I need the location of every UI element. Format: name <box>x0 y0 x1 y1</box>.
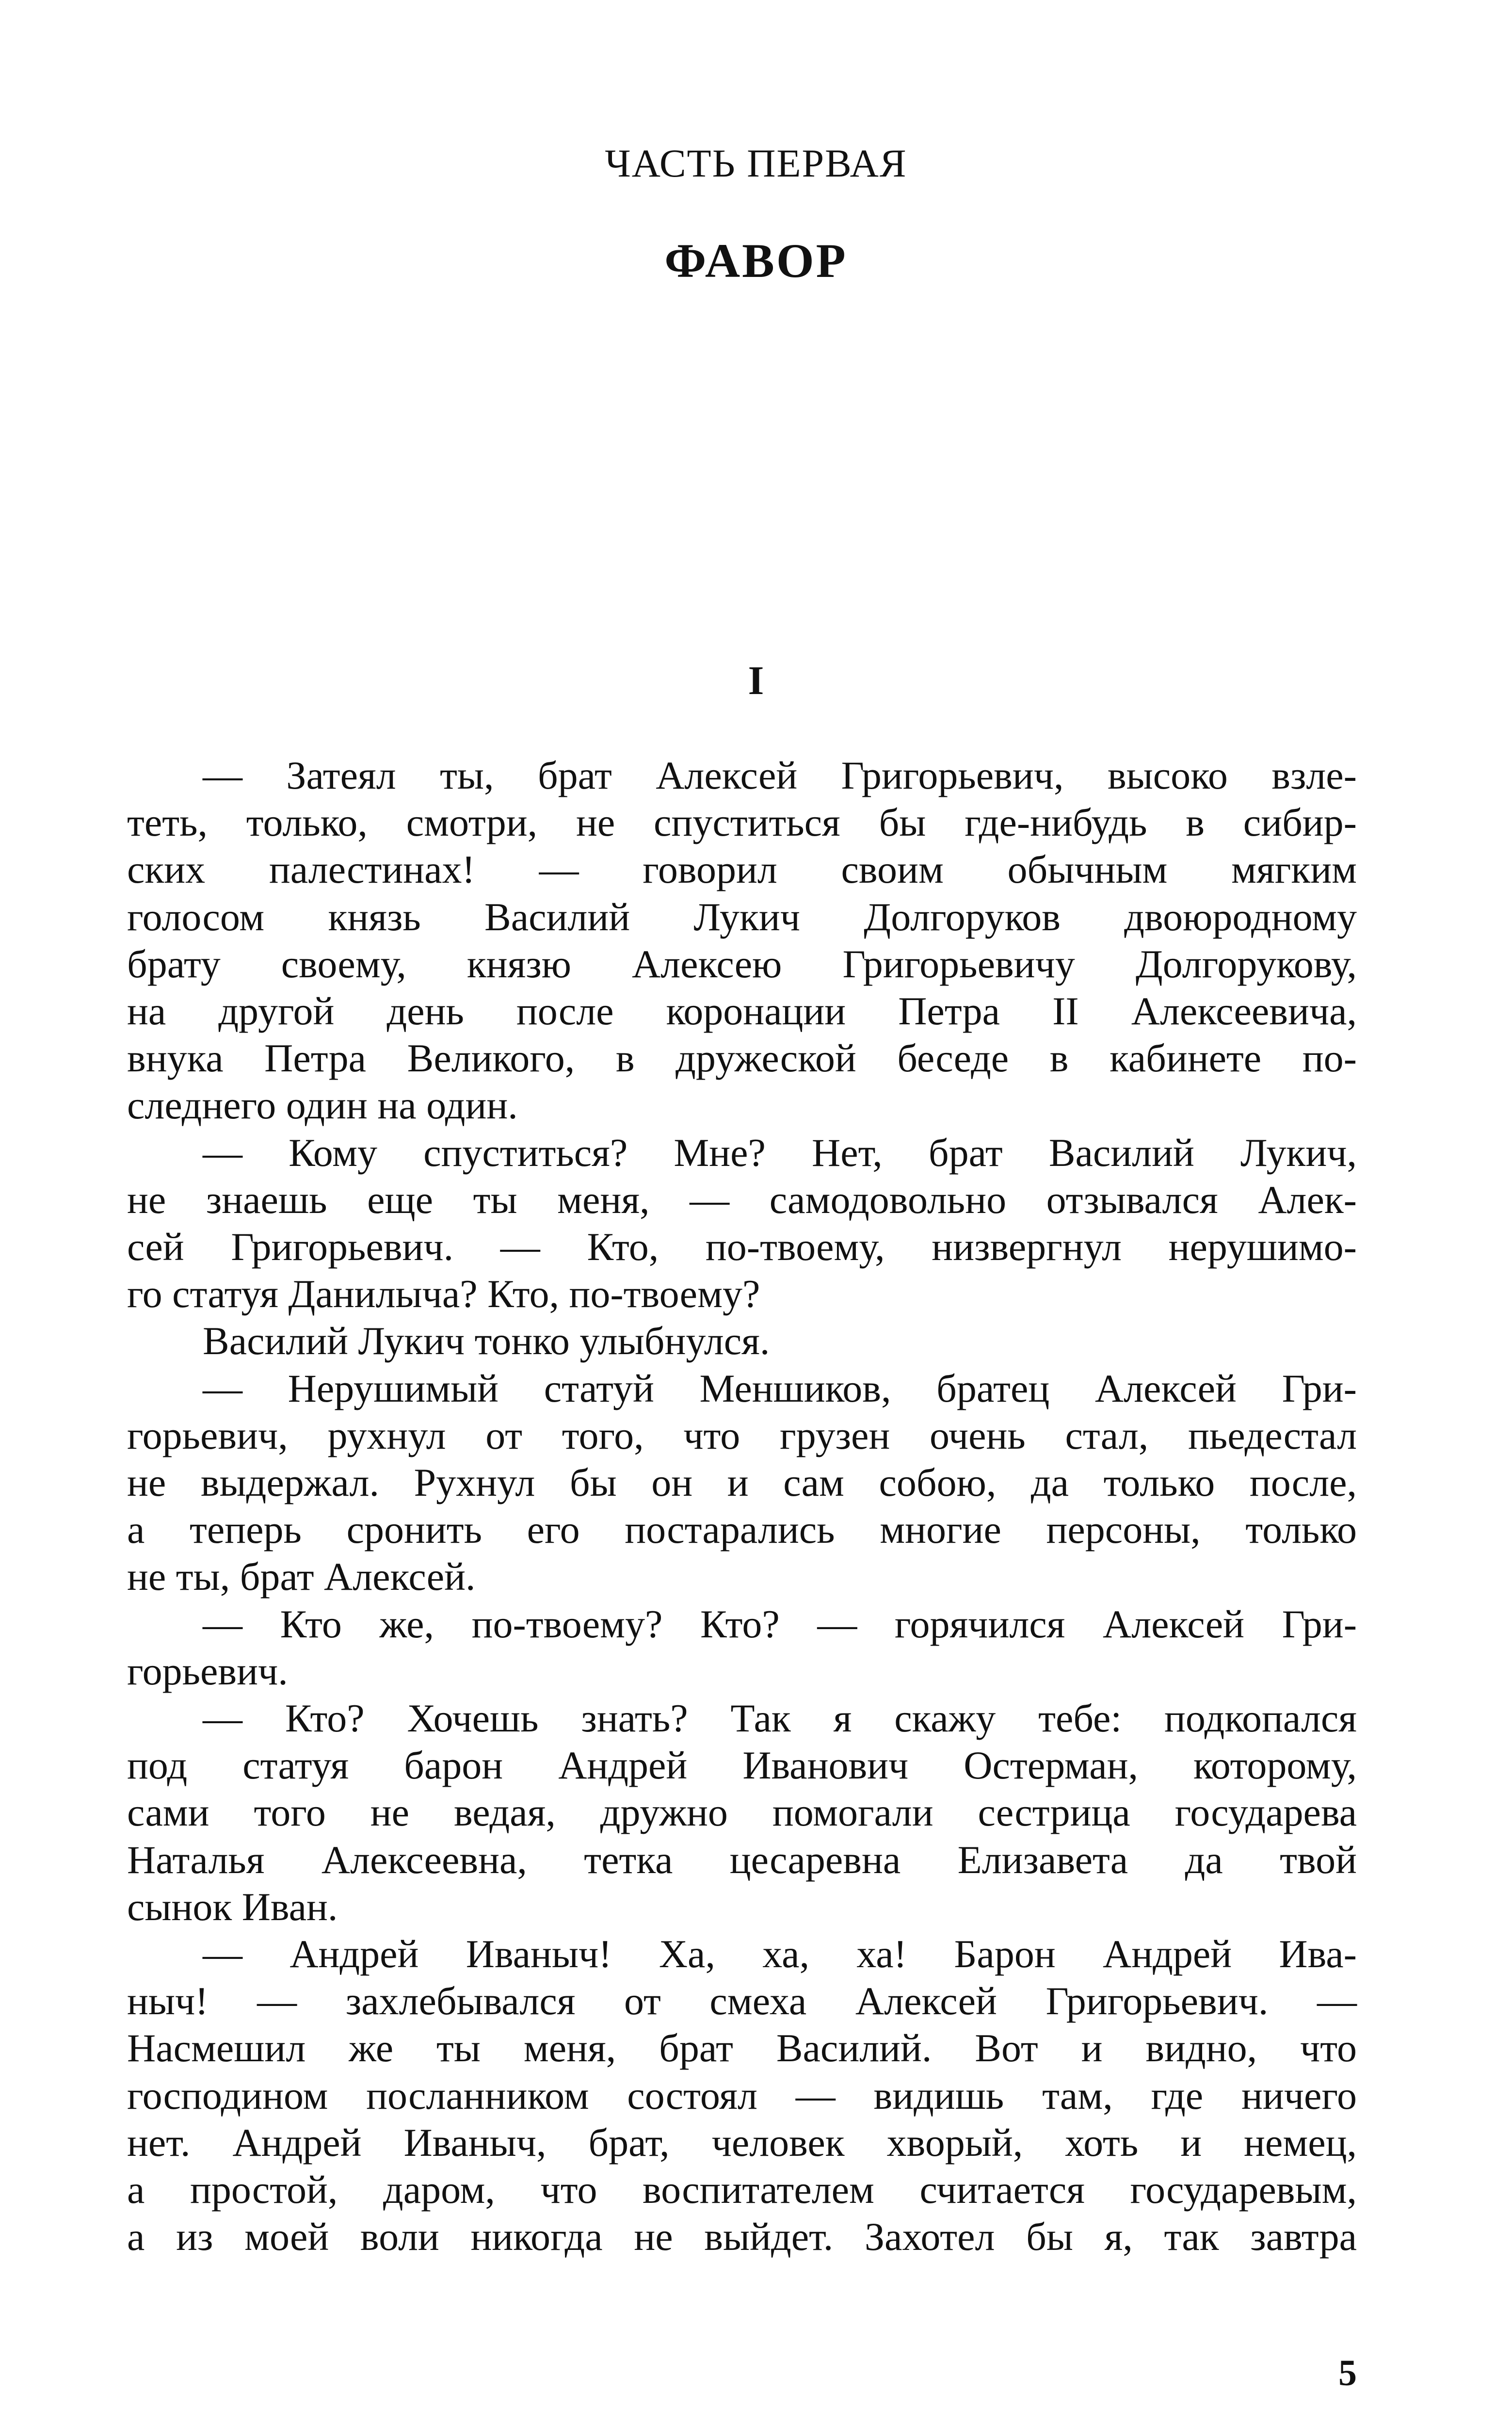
text-line: следнего один на один. <box>127 1083 518 1128</box>
text-line: Насмешил же ты меня, брат Василий. Вот и видно, что <box>127 2026 1357 2070</box>
text-line: сынок Иван. <box>127 1884 338 1929</box>
text-line: горьевич, рухнул от того, что грузен очень стал, пьедестал <box>127 1413 1357 1457</box>
text-line: — Нерушимый статуй Меншиков, братец Алексей Гри- <box>203 1366 1357 1410</box>
text-line: — Затеял ты, брат Алексей Григорьевич, высоко взле- <box>203 753 1357 797</box>
text-line: нет. Андрей Иваныч, брат, человек хворый, хоть и немец, <box>127 2120 1357 2165</box>
text-line: внука Петра Великого, в дружеской беседе в кабинете по- <box>127 1036 1357 1081</box>
text-line: ских палестинах! — говорил своим обычным мягким <box>127 847 1357 892</box>
text-line: го статуя Данилыча? Кто, по-твоему? <box>127 1272 760 1316</box>
text-line: сами того не ведая, дружно помогали сестрица государева <box>127 1790 1357 1835</box>
text-line: теть, только, смотри, не спуститься бы где-нибудь в сибир- <box>127 800 1357 845</box>
text-line: брату своему, князю Алексею Григорьевичу Долгорукову, <box>127 941 1357 986</box>
text-line: сей Григорьевич. — Кто, по-твоему, низвергнул нерушимо- <box>127 1225 1357 1269</box>
text-line: не выдержал. Рухнул бы он и сам собою, да только после, <box>127 1460 1357 1505</box>
text-line: под статуя барон Андрей Иванович Остерман, которому, <box>127 1743 1357 1788</box>
text-line: на другой день после коронации Петра II Алексеевича, <box>127 989 1357 1034</box>
text-line: — Кто же, по-твоему? Кто? — горячился Алексей Гри- <box>203 1601 1357 1646</box>
book-title: ФАВОР <box>664 234 848 288</box>
chapter-number: I <box>748 658 764 703</box>
text-line: а простой, даром, что воспитателем считается государевым, <box>127 2167 1357 2212</box>
text-line: ныч! — захлебывался от смеха Алексей Григорьевич. — <box>127 1979 1357 2023</box>
text-line: господином посланником состоял — видишь там, где ничего <box>127 2073 1357 2118</box>
text-line: Наталья Алексеевна, тетка цесаревна Елизавета да твой <box>127 1837 1357 1882</box>
text-line: — Андрей Иваныч! Ха, ха, ха! Барон Андрей Ива- <box>203 1932 1357 1976</box>
page-number: 5 <box>1338 2353 1357 2393</box>
text-line: не ты, брат Алексей. <box>127 1554 476 1599</box>
body-text <box>127 752 1357 2261</box>
part-title: ЧАСТЬ ПЕРВАЯ <box>605 141 907 185</box>
text-line: — Кто? Хочешь знать? Так я скажу тебе: подкопался <box>203 1696 1357 1741</box>
text-line: а теперь сронить его постарались многие персоны, только <box>127 1507 1357 1552</box>
text-line: голосом князь Василий Лукич Долгоруков двоюродному <box>127 894 1357 939</box>
text-line: — Кому спуститься? Мне? Нет, брат Василий Лукич, <box>203 1130 1357 1175</box>
text-line: Василий Лукич тонко улыбнулся. <box>203 1319 770 1363</box>
text-line: горьевич. <box>127 1649 288 1693</box>
text-line: а из моей воли никогда не выйдет. Захотел бы я, так завтра <box>127 2215 1357 2259</box>
text-line: не знаешь еще ты меня, — самодовольно отзывался Алек- <box>127 1177 1357 1222</box>
